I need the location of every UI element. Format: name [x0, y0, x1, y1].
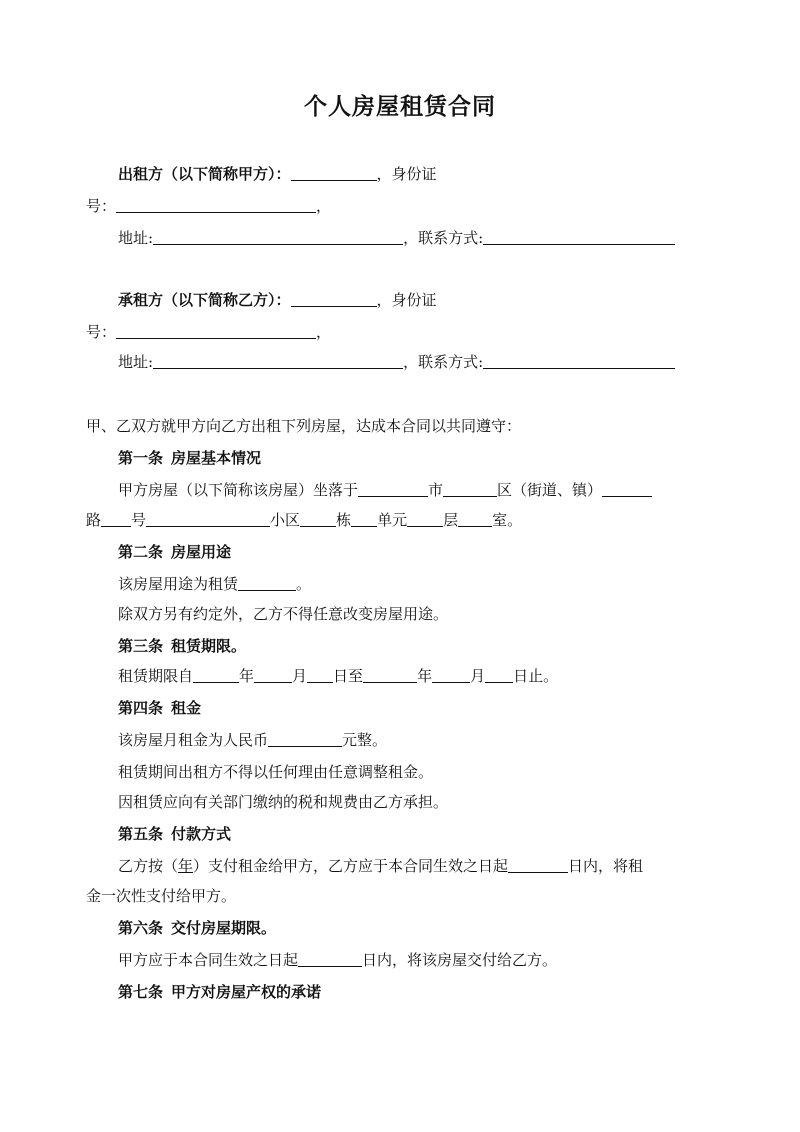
article-5-paragraph-cont: 金一次性支付给甲方。 [86, 887, 237, 905]
article-5-title: 付款方式 [171, 825, 232, 843]
community-label: 小区 [270, 511, 301, 529]
article-6-title: 交付房屋期限。 [171, 919, 277, 937]
city-blank [358, 481, 428, 497]
article-1-heading [118, 448, 261, 468]
article-6-delivery-line [118, 950, 557, 970]
street-blank [602, 481, 652, 497]
delivery-days-blank [298, 951, 362, 967]
payment-text-b: ）支付租金给甲方，乙方应于本合同生效之日起 [193, 857, 509, 875]
lessor-id-blank [116, 197, 316, 213]
delivery-text-a: 甲方应于本合同生效之日起 [118, 951, 299, 969]
article-2-heading [118, 542, 231, 562]
article-1-text-a: 甲方房屋（以下简称该房屋）坐落于 [118, 481, 359, 499]
article-3-number: 第三条 [118, 637, 164, 655]
rent-amount-blank [268, 731, 342, 747]
payment-text-a: 乙方按（ [118, 857, 179, 875]
article-6-number: 第六条 [118, 919, 164, 937]
lessee-label: 承租方（以下简称乙方）： [118, 291, 291, 309]
delivery-text-b: 日内，将该房屋交付给乙方。 [362, 951, 558, 969]
article-5-number: 第五条 [118, 825, 164, 843]
end-year-blank [363, 667, 417, 683]
article-1-title: 房屋基本情况 [171, 449, 262, 467]
end-day-blank [485, 667, 513, 683]
article-4-heading [118, 698, 201, 718]
building-blank [300, 511, 336, 527]
article-7-number: 第七条 [118, 983, 164, 1001]
lessor-id-line [86, 196, 331, 216]
lessor-contact-blank [483, 229, 675, 245]
community-blank [146, 511, 270, 527]
lessor-address-label: 地址: [118, 229, 154, 247]
lessor-id-label: ，身份证 [376, 165, 437, 183]
unit-label: 单元 [377, 511, 408, 529]
rent-unit: 元整。 [342, 731, 388, 749]
road-label: 路 [86, 511, 102, 529]
article-1-location-line [118, 480, 652, 500]
building-label: 栋 [336, 511, 352, 529]
article-2-purpose-line [118, 574, 311, 594]
article-5-payment-line [118, 856, 643, 876]
lessor-label: 出租方（以下简称甲方）： [118, 165, 291, 183]
end-day-label: 日止。 [513, 667, 559, 685]
lessee-id-comma: ， [316, 323, 332, 341]
lessor-name-blank [291, 165, 377, 181]
article-6-heading [118, 918, 276, 938]
purpose-label: 该房屋用途为租赁 [118, 575, 239, 593]
lessee-address-line [118, 352, 675, 372]
article-4-rent-line [118, 730, 387, 750]
article-4-number: 第四条 [118, 699, 164, 717]
article-4-paragraph-2: 租赁期间出租方不得以任何理由任意调整租金。 [118, 763, 434, 781]
lessor-id-comma: ， [316, 197, 332, 215]
payment-text-c: 日内，将租 [568, 857, 644, 875]
lessor-address-blank [153, 229, 403, 245]
end-year-label: 年 [417, 667, 433, 685]
article-2-number: 第二条 [118, 543, 164, 561]
lessor-line [118, 164, 437, 184]
article-7-title: 甲方对房屋产权的承诺 [171, 983, 322, 1001]
lessee-line [118, 290, 437, 310]
lessor-id-label-cont: 号： [86, 197, 117, 215]
document-title: 个人房屋租赁合同 [304, 93, 496, 120]
article-3-term-line [118, 666, 558, 686]
start-day-blank [307, 667, 333, 683]
rent-label: 该房屋月租金为人民币 [118, 731, 269, 749]
article-1-address-line [86, 510, 522, 530]
start-month-label: 月 [292, 667, 308, 685]
article-1-number: 第一条 [118, 449, 164, 467]
lessee-id-label-cont: 号： [86, 323, 117, 341]
lessee-id-label: ，身份证 [376, 291, 437, 309]
district-blank [443, 481, 497, 497]
purpose-blank [238, 575, 296, 591]
lessee-contact-blank [483, 353, 675, 369]
lessee-name-blank [291, 291, 377, 307]
term-start-label: 租赁期限自 [118, 667, 194, 685]
start-year-label: 年 [239, 667, 255, 685]
lessor-contact-label: ，联系方式: [403, 229, 484, 247]
end-month-label: 月 [470, 667, 486, 685]
start-day-label: 日至 [333, 667, 364, 685]
lessee-address-blank [153, 353, 403, 369]
article-4-title: 租金 [171, 699, 202, 717]
article-3-title: 租赁期限。 [171, 637, 247, 655]
lessee-address-label: 地址: [118, 353, 154, 371]
article-2-title: 房屋用途 [171, 543, 232, 561]
start-year-blank [193, 667, 239, 683]
road-number-blank [101, 511, 131, 527]
lessee-id-blank [116, 323, 316, 339]
lessor-address-line [118, 228, 675, 248]
city-label: 市 [428, 481, 444, 499]
start-month-blank [254, 667, 292, 683]
floor-label: 层 [443, 511, 459, 529]
number-label: 号 [131, 511, 147, 529]
article-4-paragraph-3: 因租赁应向有关部门缴纳的税和规费由乙方承担。 [118, 793, 449, 811]
intro-paragraph: 甲、乙双方就甲方向乙方出租下列房屋，达成本合同以共同遵守： [86, 417, 522, 435]
lessee-contact-label: ，联系方式: [403, 353, 484, 371]
article-3-heading [118, 636, 246, 656]
purpose-period: 。 [296, 575, 312, 593]
floor-blank [407, 511, 443, 527]
article-7-heading [118, 982, 321, 1002]
room-blank [458, 511, 492, 527]
district-label: 区（街道、镇） [497, 481, 603, 499]
end-month-blank [432, 667, 470, 683]
article-5-heading [118, 824, 231, 844]
article-2-paragraph: 除双方另有约定外，乙方不得任意改变房屋用途。 [118, 605, 449, 623]
payment-days-blank [508, 857, 568, 873]
unit-blank [351, 511, 377, 527]
lessee-id-line [86, 322, 331, 342]
room-label: 室。 [492, 511, 523, 529]
payment-period-value: 年 [178, 857, 194, 875]
